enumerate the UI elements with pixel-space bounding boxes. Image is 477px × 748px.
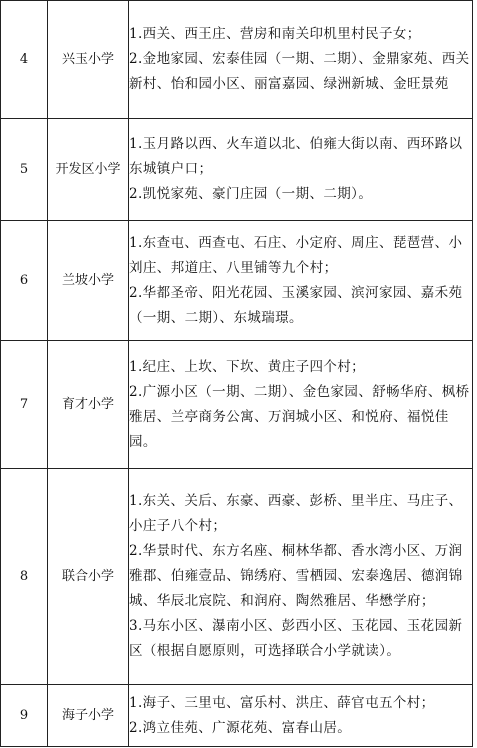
zone-item: 2.金地家园、宏泰佳园（一期、二期）、金鼎家苑、西关新村、怡和园小区、丽富嘉园、绿洲新城、金旺景苑 [129,51,470,92]
row-number: 4 [1,1,48,119]
table-row [1,221,473,341]
table-row [1,1,473,119]
zone-item: 2.广源小区（一期、二期）、金色家园、舒畅华府、枫桥雅居、兰亭商务公寓、万润城小区、和悦府、福悦佳园。 [129,383,470,450]
school-name: 兴玉小学 [48,1,129,119]
school-name: 兰坡小学 [48,221,129,341]
row-number: 8 [1,469,48,685]
zone-item: 1.海子、三里屯、富乐村、洪庄、薛官屯五个村； [129,694,435,711]
zone-item: 1.东关、关后、东豪、西豪、彭桥、里半庄、马庄子、小庄子八个村； [129,493,463,534]
row-number: 9 [1,685,48,747]
school-name: 海子小学 [48,685,129,747]
zone-item: 1.玉月路以西、火车道以北、伯雍大街以南、西环路以东城镇户口； [129,136,463,177]
zone-item: 2.华景时代、东方名座、桐林华都、香水湾小区、万润雅郡、伯雍壹品、锦绣府、雪栖园、宏泰逸居、德润锦城、华辰北宸院、和润府、陶然雅居、华懋学府； [129,543,463,609]
table-row [1,685,473,747]
school-name: 育才小学 [48,341,129,469]
zone-item: 2.凯悦家苑、豪门庄园（一期、二期）。 [129,186,373,202]
zone-description [129,119,473,221]
row-number: 5 [1,119,48,221]
row-number: 6 [1,221,48,341]
zone-description [129,1,473,119]
table-row [1,119,473,221]
school-name: 开发区小学 [48,119,129,221]
zone-item: 1.纪庄、上坎、下坎、黄庄子四个村； [129,358,366,375]
zone-description [129,685,473,747]
zone-item: 2.华都圣帝、阳光花园、玉溪家园、滨河家园、嘉禾苑（一期、二期）、东城瑞璟。 [129,284,463,326]
table-row [1,469,473,685]
zone-item: 3.马东小区、瀑南小区、彭西小区、玉花园、玉花园新区（根据自愿原则，可选择联合小学就读）。 [129,618,463,659]
zone-description [129,221,473,341]
zone-description [129,341,473,469]
school-name: 联合小学 [48,469,129,685]
row-number: 7 [1,341,48,469]
table-row [1,341,473,469]
zone-item: 1.西关、西王庄、营房和南关印机里村民子女； [129,26,421,42]
zone-item: 2.鸿立佳苑、广源花苑、富春山居。 [129,719,352,736]
zone-description [129,469,473,685]
zone-item: 1.东查屯、西查屯、石庄、小定府、周庄、琵琶营、小刘庄、邦道庄、八里铺等九个村； [129,234,463,276]
